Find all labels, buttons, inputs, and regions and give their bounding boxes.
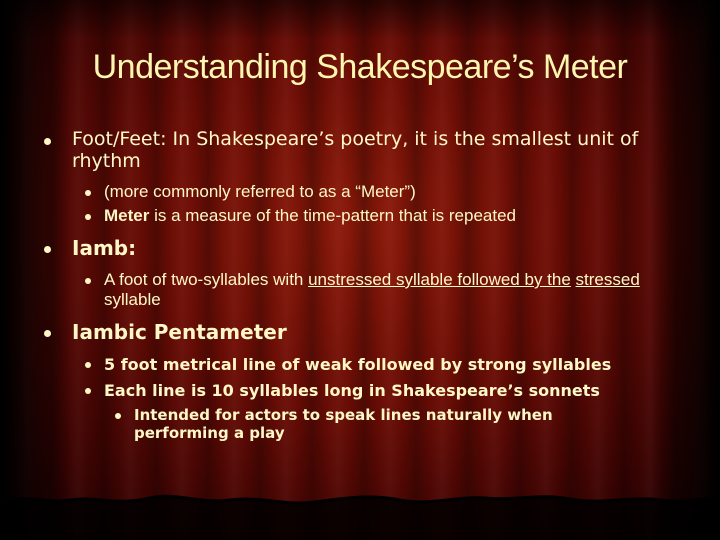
bullet-dot <box>85 362 91 368</box>
bullet-keyword: Meter <box>104 206 150 225</box>
bullet-dot <box>85 214 91 220</box>
sub-bullet-ten-syllables <box>40 380 690 402</box>
underlined-text-stressed: stressed <box>575 270 640 289</box>
sub-bullet-meter-alias <box>40 182 690 202</box>
bullet-text: (more commonly referred to as a “Meter”) <box>104 182 416 201</box>
bullet-text: Iambic Pentameter <box>72 320 287 344</box>
bullet-dot <box>85 388 91 394</box>
bullet-text <box>104 206 690 226</box>
underlined-text: unstressed syllable followed by the <box>308 270 571 289</box>
bullet-dot <box>44 246 51 253</box>
bullet-dot <box>44 330 51 337</box>
bullet-text: Iamb: <box>72 236 137 260</box>
bullet-dot <box>115 413 121 419</box>
bullet-text-rest: is a measure of the time-pattern that is repeated <box>149 206 516 225</box>
bullet-text: Foot/Feet: In Shakespeare’s poetry, it is the smallest unit of rhythm <box>72 128 639 172</box>
bullet-dot <box>44 138 51 145</box>
bullet-text: Each line is 10 syllables long in Shakespeare’s sonnets <box>104 381 600 400</box>
bullet-dot <box>85 190 91 196</box>
bullet-iambic-pentameter <box>40 320 690 344</box>
sub-bullet-iamb-definition <box>40 270 690 310</box>
curtain-valance <box>0 0 720 40</box>
bullet-list <box>40 128 690 446</box>
bullet-text: 5 foot metrical line of weak followed by strong syllables <box>104 355 612 374</box>
bullet-iamb <box>40 236 690 260</box>
slide-title: Understanding Shakespeare’s Meter <box>92 48 628 86</box>
bullet-text-b: syllable <box>104 290 161 309</box>
bullet-text <box>104 270 690 310</box>
sub-sub-bullet-actors <box>40 406 690 442</box>
bullet-text: Intended for actors to speak lines naturally when performing a play <box>134 406 553 442</box>
sub-bullet-five-foot <box>40 354 690 376</box>
bullet-text-a: A foot of two-syllables with <box>104 270 309 289</box>
bullet-foot-feet <box>40 128 690 172</box>
stage-floor-curtain-hem <box>0 476 720 540</box>
bullet-dot <box>85 278 91 284</box>
sub-bullet-meter-definition <box>40 206 690 226</box>
